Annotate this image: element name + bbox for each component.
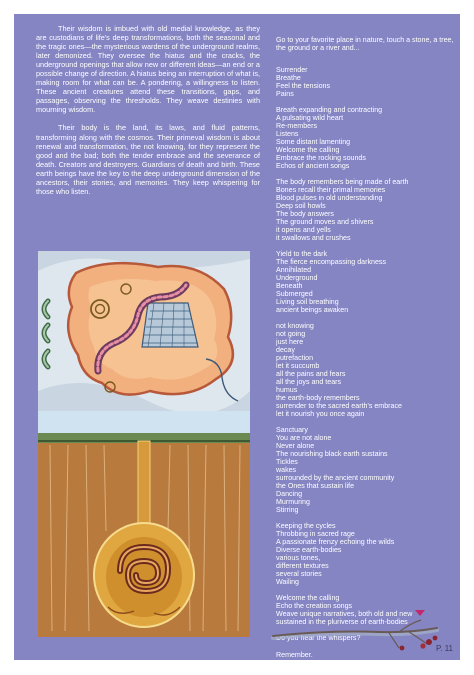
poem-line: Echo the creation songs xyxy=(276,602,353,610)
poem-line: Annihilated xyxy=(276,266,312,274)
essay-paragraph-1: Their wisdom is imbued with old medial knowledge, as they are custodians of life's deep transformations, both the seasonal and the tragic ones—the mysterious wardens of the underground realms, later demonized. They oversee the hiatus and the cracks, the underground openings that allow new or different ideas—an end or a possible change of direction. A hiatus being an interruption of what is, making room for what can be. A pondering, a willingness to listen. These ancient creatures attend these transitions, gaps, and passages, observing the thresholds. They weave destinies with mourning wisdom. xyxy=(36,24,260,115)
poem-line: putrefaction xyxy=(276,354,314,362)
poem-line: all the pains and fears xyxy=(276,370,346,378)
poem-line: Re-members xyxy=(276,122,317,130)
poem-line: Sanctuary xyxy=(276,426,308,434)
poem-line: humus xyxy=(276,386,298,394)
poem-line: You are not alone xyxy=(276,434,332,442)
poem-closing: Remember. xyxy=(276,651,313,659)
poem-question: Do you hear the whispers? xyxy=(276,634,361,642)
poem-line: Submerged xyxy=(276,290,313,298)
poem-line: Listens xyxy=(276,130,299,138)
poem-line: Diverse earth-bodies xyxy=(276,546,342,554)
poem-line: different textures xyxy=(276,562,329,570)
poem-line: A pulsating wild heart xyxy=(276,114,344,122)
poem-line: Tickles xyxy=(276,458,298,466)
poem-line: Throbbing in sacred rage xyxy=(276,530,355,538)
poem-line: Surrender xyxy=(276,66,308,74)
poem-line: ancient beings awaken xyxy=(276,306,349,314)
poem-line: the Ones that sustain life xyxy=(276,482,355,490)
poem-line: Stirring xyxy=(276,506,299,514)
essay-paragraph-2: Their body is the land, its laws, and fluid patterns, transforming along with the cosmos. Their primeval wisdom is about renewal and transformation, the not knowing, for they represent the good and the bad; both the tender embrace and the severance of death. Creators and destroyers. Guardians of death and birth. These earth beings have the key to the deep underground dimension of the ancestors, their stories, and memories. They keep whispering for those who listen. xyxy=(36,123,260,196)
poem-line: Beneath xyxy=(276,282,303,290)
essay-column xyxy=(36,24,260,205)
poem-line: Some distant lamenting xyxy=(276,138,351,146)
poem-column xyxy=(276,36,456,660)
poem-line: Wailing xyxy=(276,578,299,586)
poem-line: Echos of ancient songs xyxy=(276,162,350,170)
poem-line: Blood pulses in old understanding xyxy=(276,194,383,202)
page xyxy=(14,14,460,660)
stanza-4 xyxy=(276,250,456,314)
stanza-2 xyxy=(276,106,456,170)
poem-line: several stories xyxy=(276,570,322,578)
poem-line: all the joys and tears xyxy=(276,378,342,386)
poem-line: A passionate frenzy echoing the wilds xyxy=(276,538,395,546)
poem-line: various tones, xyxy=(276,554,321,562)
poem-line: The fierce encompassing darkness xyxy=(276,258,387,266)
poem-line: just here xyxy=(276,338,304,346)
stanza-3 xyxy=(276,178,456,242)
poem-line: Never alone xyxy=(276,442,315,450)
illustration-underground-creature xyxy=(38,251,250,416)
poem-line: Keeping the cycles xyxy=(276,522,336,530)
poem-line: it swallows and crushes xyxy=(276,234,351,242)
poem-line: Weave unique narratives, both old and new xyxy=(276,610,413,618)
poem-line: Living soil breathing xyxy=(276,298,339,306)
poem-line: not going xyxy=(276,330,306,338)
poem-line: Welcome the calling xyxy=(276,146,340,154)
poem-line: The body remembers being made of earth xyxy=(276,178,409,186)
poem-line: The nourishing black earth sustains xyxy=(276,450,388,458)
poem-line: Bones recall their primal memories xyxy=(276,186,386,194)
poem-line: Embrace the rocking sounds xyxy=(276,154,366,162)
poem-line: The ground moves and shivers xyxy=(276,218,374,226)
stanza-7 xyxy=(276,522,456,586)
stanza-6 xyxy=(276,426,456,514)
poem-line: Underground xyxy=(276,274,318,282)
poem-line: Dancing xyxy=(276,490,303,498)
poem-line: let it succumb xyxy=(276,362,320,370)
poem-line: sustained in the pluriverse of earth-bodies xyxy=(276,618,408,626)
poem-intro: Go to your favorite place in nature, touch a stone, a tree, the ground or a river and... xyxy=(276,36,454,52)
poem-line: Pains xyxy=(276,90,294,98)
stanza-5 xyxy=(276,322,456,418)
poem-line: Murmuring xyxy=(276,498,310,506)
poem-line: Yield to the dark xyxy=(276,250,327,258)
page-number: P. 11 xyxy=(435,644,453,653)
stanza-1 xyxy=(276,66,456,98)
poem-line: surrender to the sacred earth's embrace xyxy=(276,402,402,410)
berry-branch-illustration xyxy=(269,608,444,658)
poem-line: Deep soil howls xyxy=(276,202,326,210)
poem-line: not knowing xyxy=(276,322,314,330)
poem-line: surrounded by the ancient community xyxy=(276,474,395,482)
poem-line: Breath expanding and contracting xyxy=(276,106,383,114)
poem-line: wakes xyxy=(276,466,297,474)
poem-line: Welcome the calling xyxy=(276,594,340,602)
illustration-earth-spoon xyxy=(38,411,250,637)
poem-line: Breathe xyxy=(276,74,301,82)
poem-line: the earth-body remembers xyxy=(276,394,360,402)
poem-line: it opens and yells xyxy=(276,226,331,234)
poem-line: Feel the tensions xyxy=(276,82,331,90)
poem-line: decay xyxy=(276,346,295,354)
poem-line: The body answers xyxy=(276,210,334,218)
poem-line: let it nourish you once again xyxy=(276,410,365,418)
